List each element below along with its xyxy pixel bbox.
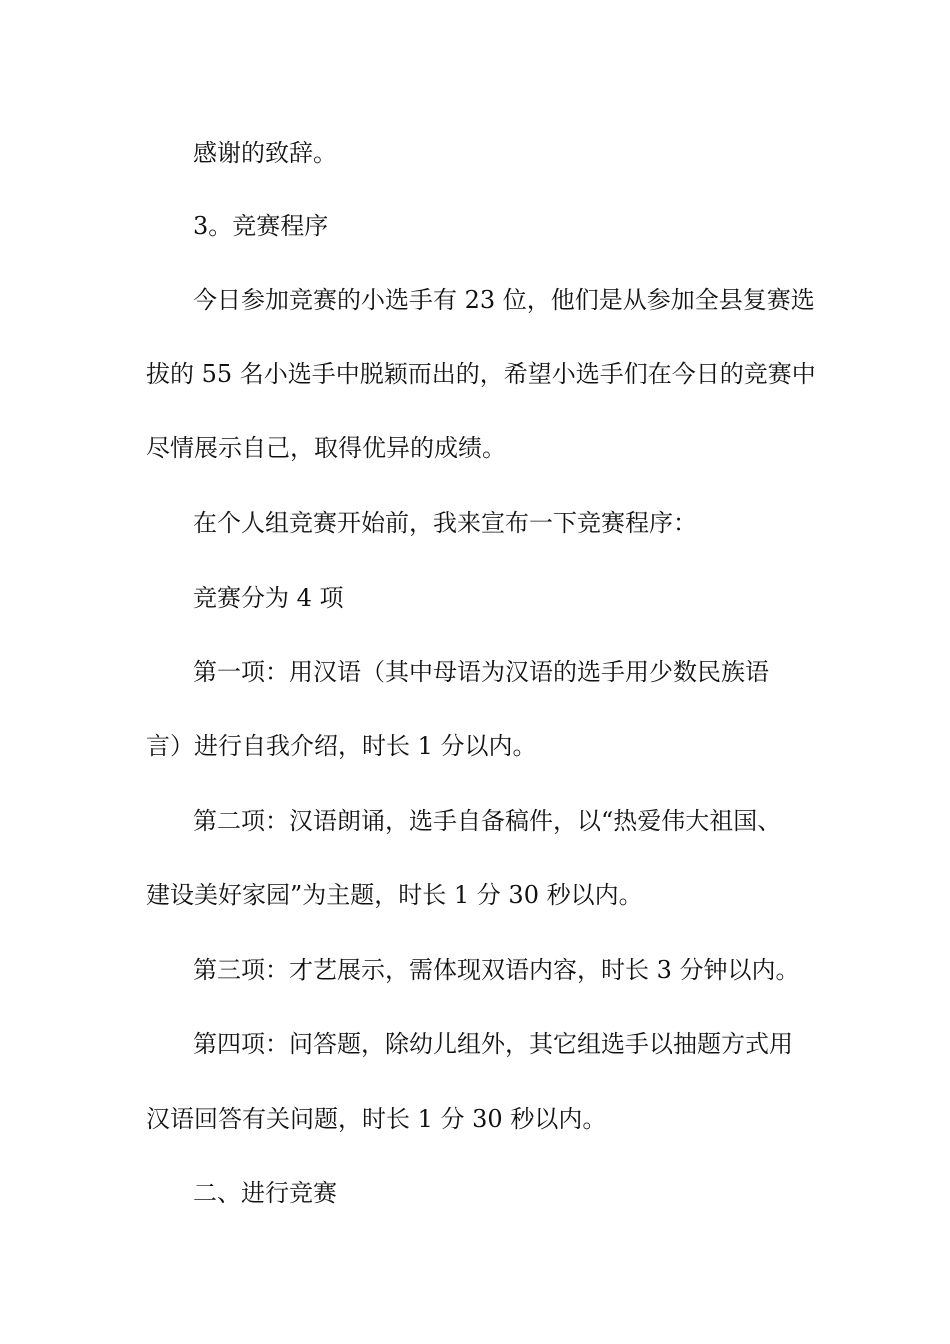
item-4-line-1: 第四项：问答题，除幼儿组外，其它组选手以抽题方式用 [193, 1030, 793, 1058]
section-heading-competition-procedure: 3。竞赛程序 [193, 212, 329, 240]
text-line-5: 尽情展示自己，取得优异的成绩。 [146, 434, 506, 462]
text-line-6: 在个人组竞赛开始前，我来宣布一下竞赛程序： [193, 509, 697, 537]
item-2-line-1: 第二项：汉语朗诵，选手自备稿件，以“热爱伟大祖国、 [193, 807, 782, 835]
item-4-line-2: 汉语回答有关问题，时长 1 分 30 秒以内。 [146, 1105, 607, 1133]
text-line-7: 竞赛分为 4 项 [193, 584, 344, 612]
item-3-line-1: 第三项：才艺展示，需体现双语内容，时长 3 分钟以内。 [193, 956, 800, 984]
text-line-1: 感谢的致辞。 [193, 139, 337, 167]
item-1-line-2: 言）进行自我介绍，时长 1 分以内。 [146, 732, 537, 760]
item-2-line-2: 建设美好家园”为主题，时长 1 分 30 秒以内。 [146, 881, 643, 909]
text-line-3: 今日参加竞赛的小选手有 23 位，他们是从参加全县复赛选 [193, 286, 815, 314]
section-heading-competition: 二、进行竞赛 [193, 1179, 337, 1207]
item-1-line-1: 第一项：用汉语（其中母语为汉语的选手用少数民族语 [193, 658, 769, 686]
text-line-4: 拔的 55 名小选手中脱颖而出的，希望小选手们在今日的竞赛中 [146, 360, 816, 388]
